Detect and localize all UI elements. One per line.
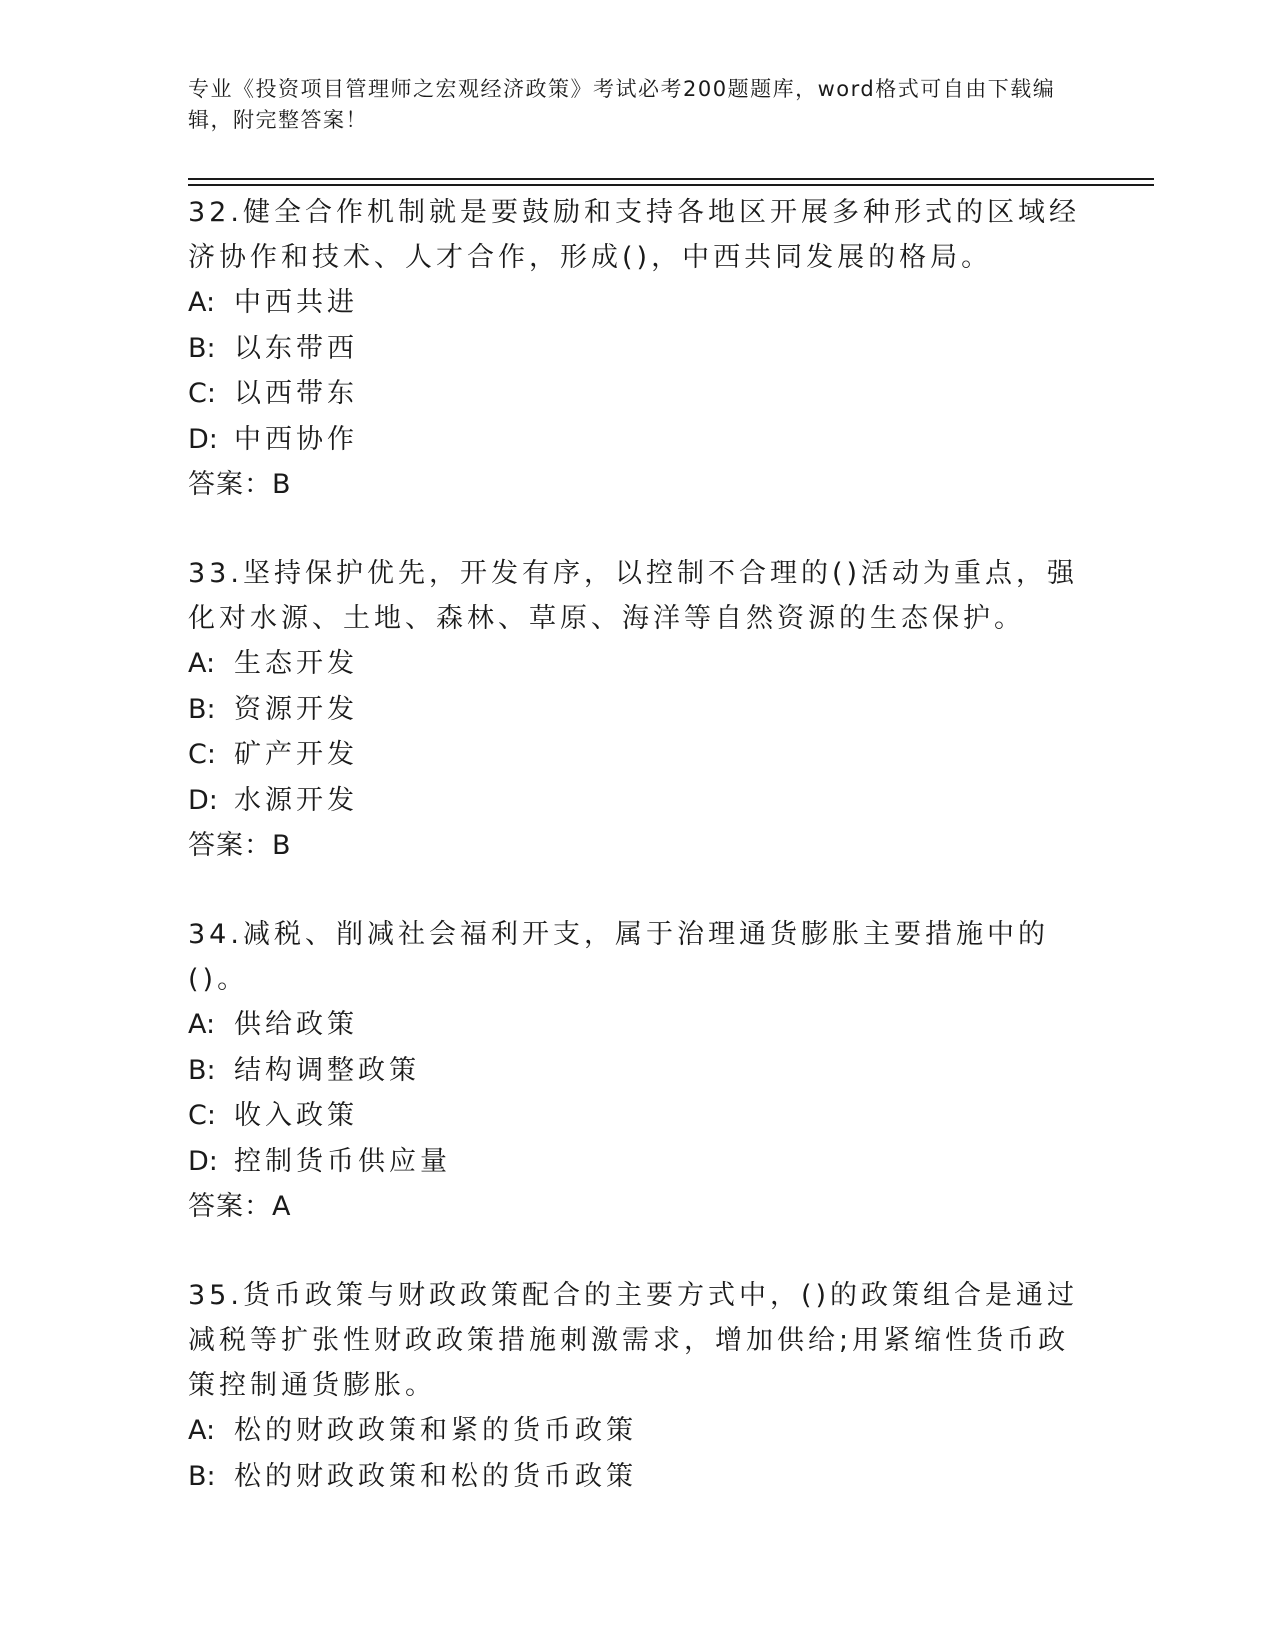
option-list — [188, 1002, 1088, 1184]
option-letter: C: — [188, 378, 216, 409]
question-stem: 34.减税、削减社会福利开支，属于治理通货膨胀主要措施中的()。 — [188, 919, 1049, 995]
answer-line: 答案：A — [188, 1191, 292, 1222]
option-letter: D: — [188, 423, 218, 455]
option-text: 收入政策 — [234, 1100, 358, 1131]
option-a — [188, 641, 1088, 687]
option-text: 松的财政政策和紧的货币政策 — [234, 1415, 637, 1446]
header-divider-top — [188, 178, 1154, 180]
option-text: 供给政策 — [234, 1009, 358, 1040]
option-text: 以西带东 — [234, 378, 358, 409]
option-text: 控制货币供应量 — [234, 1145, 451, 1177]
option-list — [188, 641, 1088, 823]
option-d — [188, 417, 1088, 463]
option-d — [188, 1139, 1088, 1185]
option-letter: A: — [188, 1009, 216, 1040]
option-letter: D: — [188, 784, 218, 816]
option-letter: C: — [188, 739, 216, 770]
option-b — [188, 687, 1088, 733]
option-letter: B: — [188, 1460, 216, 1492]
option-b — [188, 1048, 1088, 1094]
option-letter: B: — [188, 1054, 216, 1086]
question-34 — [188, 912, 1088, 1229]
option-text: 中西共进 — [234, 287, 358, 318]
option-c — [188, 732, 1088, 778]
option-b — [188, 1454, 1088, 1500]
option-text: 结构调整政策 — [234, 1054, 420, 1086]
option-letter: A: — [188, 1415, 216, 1446]
question-stem: 35.货币政策与财政政策配合的主要方式中，()的政策组合是通过减税等扩张性财政政策措施刺激需求，增加供给;用紧缩性货币政策控制通货膨胀。 — [188, 1280, 1079, 1401]
option-list — [188, 280, 1088, 462]
question-33 — [188, 551, 1088, 868]
option-text: 水源开发 — [234, 784, 358, 816]
option-c — [188, 1093, 1088, 1139]
question-35 — [188, 1273, 1088, 1499]
option-text: 中西协作 — [234, 423, 358, 455]
option-text: 资源开发 — [234, 693, 358, 725]
document-intro: 专业《投资项目管理师之宏观经济政策》考试必考200题题库，word格式可自由下载编辑，附完整答案！ — [188, 77, 1056, 132]
header-divider-bottom — [188, 184, 1154, 186]
option-letter: A: — [188, 287, 216, 318]
option-text: 以东带西 — [234, 332, 358, 364]
option-letter: B: — [188, 693, 216, 725]
option-letter: B: — [188, 332, 216, 364]
option-letter: A: — [188, 648, 216, 679]
answer-line: 答案：B — [188, 830, 292, 861]
option-letter: C: — [188, 1100, 216, 1131]
question-32 — [188, 190, 1088, 507]
option-a — [188, 1002, 1088, 1048]
question-stem: 32.健全合作机制就是要鼓励和支持各地区开展多种形式的区域经济协作和技术、人才合作，形成()，中西共同发展的格局。 — [188, 197, 1080, 273]
option-d — [188, 778, 1088, 824]
option-b — [188, 326, 1088, 372]
option-text: 生态开发 — [234, 648, 358, 679]
question-stem: 33.坚持保护优先，开发有序，以控制不合理的()活动为重点，强化对水源、土地、森林、草原、海洋等自然资源的生态保护。 — [188, 558, 1079, 634]
option-a — [188, 280, 1088, 326]
answer-line: 答案：B — [188, 469, 292, 500]
option-list — [188, 1408, 1088, 1499]
option-a — [188, 1408, 1088, 1454]
option-text: 矿产开发 — [234, 739, 358, 770]
option-text: 松的财政政策和松的货币政策 — [234, 1460, 637, 1492]
question-list — [188, 190, 1088, 1543]
option-c — [188, 371, 1088, 417]
option-letter: D: — [188, 1145, 218, 1177]
